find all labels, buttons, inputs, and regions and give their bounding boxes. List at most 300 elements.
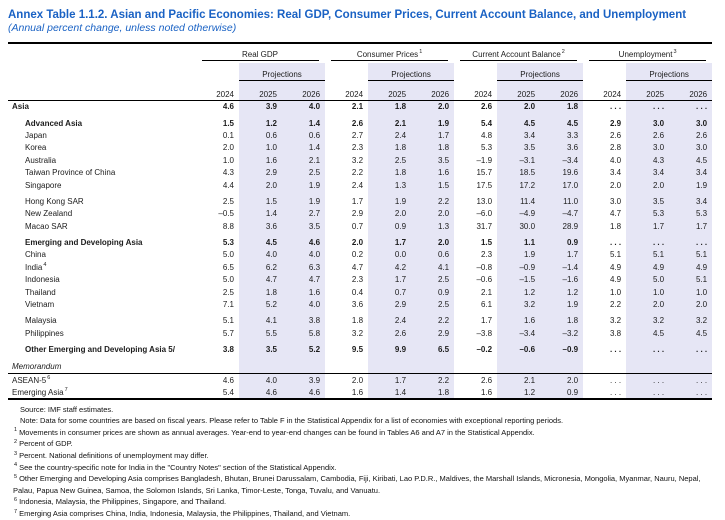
table-row [8, 129, 712, 141]
value-cell: . . . [609, 102, 622, 112]
value-cell: 4.7 [609, 209, 622, 219]
footnote-line: $^5$ Other Emerging and Developing Asia comprises Bangladesh, Bhutan, Brunei Darussalam, Cambodia, Fiji, Kiribati, Lao P.D.R., Maldives, the Marshall Islands, Micronesia, Mongolia, Myanmar, Nauru, Nepal, Palau, Papua New Guinea, Samoa, the Solomon Islands, Sri Lanka, Timor-Leste, Tonga, Tuvalu, and Vanuatu. [13, 473, 701, 495]
value-cell: 1.8 [368, 101, 411, 113]
value-cell: 3.5 [497, 142, 540, 154]
value-cell: 31.7 [476, 221, 493, 231]
row-label: Hong Kong SAR [25, 196, 84, 206]
row-label: New Zealand [25, 209, 73, 219]
value-cell: 4.3 [222, 168, 234, 178]
column-group-unemployment [583, 43, 712, 63]
value-cell: 4.1 [239, 315, 282, 327]
value-cell: 1.9 [282, 195, 325, 207]
value-cell: 4.4 [222, 180, 234, 190]
value-cell: 4.0 [239, 249, 282, 261]
table-row [8, 315, 712, 327]
table-row [8, 208, 712, 220]
year-header: 2024 [196, 81, 239, 101]
value-cell: 1.3 [411, 220, 454, 232]
value-cell: 4.9 [669, 261, 712, 273]
value-cell: 5.8 [282, 327, 325, 339]
empty-cell [583, 63, 626, 81]
value-cell: 5.1 [626, 249, 669, 261]
value-cell: –0.5 [218, 209, 234, 219]
value-cell: 2.4 [368, 129, 411, 141]
value-cell: 5.0 [222, 275, 234, 285]
value-cell: 2.6 [669, 129, 712, 141]
value-cell: 3.8 [222, 345, 234, 355]
value-cell: –0.9 [497, 261, 540, 273]
value-cell: 4.0 [282, 298, 325, 310]
year-header: 2026 [282, 81, 325, 101]
value-cell: 1.7 [368, 274, 411, 286]
year-header: 2025 [239, 81, 282, 101]
table-row [8, 344, 712, 356]
value-cell: 4.9 [626, 261, 669, 273]
table-row [8, 220, 712, 232]
value-cell: 6.5 [411, 344, 454, 356]
value-cell: 2.5 [222, 287, 234, 297]
value-cell: 2.6 [368, 327, 411, 339]
row-label: Indonesia [25, 275, 60, 285]
value-cell: 5.3 [480, 143, 493, 153]
value-cell: 4.9 [609, 262, 622, 272]
value-cell: 2.0 [351, 238, 364, 248]
value-cell: . . . [626, 236, 669, 248]
row-label: Taiwan Province of China [25, 168, 116, 178]
value-cell: 2.0 [222, 143, 234, 153]
projections-header: Projections [239, 63, 325, 81]
value-cell: –3.2 [540, 327, 583, 339]
value-cell: 2.2 [609, 300, 622, 310]
value-cell: 4.6 [222, 375, 234, 385]
value-cell: 1.2 [497, 386, 540, 398]
value-cell: 4.3 [626, 154, 669, 166]
projections-header: Projections [368, 63, 454, 81]
value-cell: 2.4 [351, 180, 364, 190]
value-cell: . . . [609, 238, 622, 248]
value-cell: 1.8 [411, 142, 454, 154]
group-footnote-marker: 3 [673, 49, 677, 56]
value-cell: 0.7 [368, 286, 411, 298]
value-cell: 6.1 [480, 300, 493, 310]
value-cell: 1.0 [222, 155, 234, 165]
value-cell: 1.8 [368, 142, 411, 154]
group-label: Current Account Balance [472, 50, 561, 59]
value-cell: 3.2 [609, 316, 622, 326]
value-cell: 9.5 [351, 345, 364, 355]
value-cell: 17.2 [497, 179, 540, 191]
group-header-row [8, 43, 712, 63]
projections-header: Projections [497, 63, 583, 81]
value-cell: 2.2 [411, 315, 454, 327]
value-cell: 2.1 [368, 117, 411, 129]
value-cell [282, 360, 325, 374]
year-header: 2025 [497, 81, 540, 101]
value-cell: 1.3 [368, 179, 411, 191]
value-cell: 2.5 [411, 298, 454, 310]
value-cell: . . . [609, 345, 622, 355]
value-cell: 3.2 [626, 315, 669, 327]
value-cell: . . . [669, 101, 712, 113]
value-cell: 2.0 [669, 298, 712, 310]
value-cell: 2.5 [368, 154, 411, 166]
value-cell: 2.3 [351, 275, 364, 285]
value-cell: –0.6 [497, 344, 540, 356]
value-cell: 5.2 [239, 298, 282, 310]
projections-header-row [8, 63, 712, 81]
value-cell: 3.4 [497, 129, 540, 141]
value-cell: 3.6 [351, 300, 364, 310]
group-footnote-marker: 1 [419, 49, 423, 56]
value-cell: 3.6 [239, 220, 282, 232]
value-cell: 1.7 [351, 196, 364, 206]
value-cell: 3.5 [239, 344, 282, 356]
value-cell: 2.0 [411, 236, 454, 248]
value-cell [239, 360, 282, 374]
row-label: Philippines [25, 328, 64, 338]
table-row [8, 236, 712, 248]
footnotes-block [8, 404, 719, 520]
footnote-line: $^7$ Emerging Asia comprises China, India, Indonesia, Malaysia, the Philippines, Thailand, and Vietnam. [14, 508, 351, 519]
value-cell: 3.8 [609, 328, 622, 338]
value-cell: 4.6 [222, 102, 234, 112]
value-cell: 0.7 [351, 221, 364, 231]
value-cell: 1.0 [626, 286, 669, 298]
value-cell: 1.8 [368, 166, 411, 178]
value-cell: 1.7 [480, 316, 493, 326]
footnote-line: $^1$ Movements in consumer prices are shown as annual averages. Year-end to year-end changes can be found in Tables A6 and A7 in the Statistical Appendix. [14, 427, 535, 437]
value-cell: . . . [669, 236, 712, 248]
value-cell: 3.0 [669, 117, 712, 129]
value-cell: 2.5 [222, 196, 234, 206]
value-cell: 2.4 [368, 315, 411, 327]
footnote-line: $^2$ Percent of GDP. [14, 438, 73, 449]
table-row [8, 179, 712, 191]
value-cell: . . . [626, 101, 669, 113]
value-cell: 2.0 [609, 180, 622, 190]
value-cell: 4.6 [282, 386, 325, 398]
value-cell: 6.3 [282, 261, 325, 273]
value-cell: 2.1 [282, 154, 325, 166]
value-cell: . . . [626, 386, 669, 398]
value-cell: 4.5 [540, 117, 583, 129]
value-cell: 6.2 [239, 261, 282, 273]
value-cell: 0.6 [239, 129, 282, 141]
value-cell: 2.6 [480, 102, 493, 112]
value-cell: 1.8 [609, 221, 622, 231]
value-cell [454, 360, 497, 374]
value-cell: –4.7 [540, 208, 583, 220]
table-row [8, 360, 712, 374]
table-row [8, 142, 712, 154]
value-cell: . . . [626, 374, 669, 386]
value-cell: 5.2 [282, 344, 325, 356]
value-cell: 4.5 [497, 117, 540, 129]
value-cell: 4.6 [239, 386, 282, 398]
row-label: Asia [12, 102, 29, 112]
value-cell: 1.4 [239, 208, 282, 220]
value-cell: 5.4 [480, 118, 493, 128]
value-cell: 9.9 [368, 344, 411, 356]
value-cell: 2.6 [626, 129, 669, 141]
value-cell: –0.9 [540, 344, 583, 356]
row-label: Other Emerging and Developing Asia 5/ [25, 345, 175, 355]
value-cell: 5.1 [609, 250, 622, 260]
value-cell: 4.1 [411, 261, 454, 273]
value-cell: –0.6 [476, 275, 493, 285]
value-cell: –0.8 [476, 262, 493, 272]
value-cell: 0.9 [540, 386, 583, 398]
years-header-row [8, 81, 712, 101]
value-cell: 2.2 [411, 195, 454, 207]
value-cell: 5.3 [626, 208, 669, 220]
year-header: 2024 [325, 81, 368, 101]
value-cell: 2.2 [411, 374, 454, 386]
value-cell: –6.0 [476, 209, 493, 219]
row-label: Vietnam [25, 300, 55, 310]
row-label: India$^4$ [25, 262, 47, 272]
value-cell: 2.0 [239, 179, 282, 191]
table-row [8, 117, 712, 129]
footnote-line: $^4$ See the country-specific note for India in the "Country Notes" section of the Statistical Appendix. [14, 462, 337, 472]
value-cell: 2.5 [282, 166, 325, 178]
value-cell: 4.6 [282, 236, 325, 248]
value-cell: 0.9 [411, 286, 454, 298]
value-cell: 0.9 [368, 220, 411, 232]
value-cell: –1.4 [540, 261, 583, 273]
value-cell: –3.4 [540, 154, 583, 166]
value-cell: 13.0 [476, 196, 493, 206]
row-label: Emerging and Developing Asia [25, 238, 143, 248]
value-cell: 2.9 [411, 327, 454, 339]
value-cell: 1.5 [411, 179, 454, 191]
table-body [8, 101, 712, 399]
value-cell: 2.6 [609, 130, 622, 140]
value-cell: 2.1 [351, 102, 364, 112]
value-cell: 4.0 [239, 374, 282, 386]
value-cell: 8.8 [222, 221, 234, 231]
value-cell: 7.1 [222, 300, 234, 310]
value-cell: 2.0 [626, 298, 669, 310]
value-cell: 1.0 [239, 142, 282, 154]
value-cell: 0.4 [351, 287, 364, 297]
value-cell [196, 360, 239, 374]
value-cell: 2.7 [351, 130, 364, 140]
value-cell: 3.2 [351, 328, 364, 338]
projections-header: Projections [626, 63, 712, 81]
source-note-line: Source: IMF staff estimates. [20, 404, 114, 414]
value-cell: 2.9 [239, 166, 282, 178]
value-cell: 1.7 [368, 374, 411, 386]
value-cell: 5.1 [669, 274, 712, 286]
footnote-line: $^6$ Indonesia, Malaysia, the Philippines, Singapore, and Thailand. [14, 496, 227, 507]
row-label: Macao SAR [25, 221, 68, 231]
value-cell: 4.5 [669, 327, 712, 339]
value-cell: –3.1 [497, 154, 540, 166]
value-cell: 5.3 [222, 238, 234, 248]
value-cell: . . . [669, 374, 712, 386]
value-cell: 4.7 [351, 262, 364, 272]
value-cell: 1.2 [497, 286, 540, 298]
value-cell: 2.0 [411, 101, 454, 113]
value-cell [497, 360, 540, 374]
value-cell: 2.1 [480, 287, 493, 297]
group-footnote-marker: 2 [561, 49, 565, 56]
value-cell: 15.7 [476, 168, 493, 178]
value-cell: 3.2 [351, 155, 364, 165]
value-cell: 3.6 [540, 142, 583, 154]
table-row [8, 274, 712, 286]
value-cell: 1.6 [454, 386, 497, 398]
value-cell: 1.8 [351, 316, 364, 326]
value-cell [540, 360, 583, 374]
empty-cell [325, 63, 368, 81]
value-cell: 1.7 [669, 220, 712, 232]
value-cell [411, 360, 454, 374]
value-cell: 1.8 [411, 386, 454, 398]
value-cell [669, 360, 712, 374]
value-cell: 1.7 [540, 249, 583, 261]
value-cell: 1.9 [497, 249, 540, 261]
table-row [8, 327, 712, 339]
value-cell: 1.9 [540, 298, 583, 310]
table-row [8, 374, 712, 386]
value-cell: . . . [669, 386, 712, 398]
value-cell: 3.4 [669, 195, 712, 207]
group-label: Real GDP [242, 50, 279, 59]
value-cell: 1.1 [497, 236, 540, 248]
value-cell: 4.5 [239, 236, 282, 248]
value-cell [626, 360, 669, 374]
value-cell: 4.5 [626, 327, 669, 339]
table-header [8, 43, 712, 101]
value-cell: 3.4 [626, 166, 669, 178]
value-cell [583, 360, 626, 374]
row-label: Memorandum [8, 360, 196, 374]
value-cell: 5.3 [669, 208, 712, 220]
value-cell: 0.6 [282, 129, 325, 141]
empty-cell [454, 63, 497, 81]
value-cell: 5.5 [239, 327, 282, 339]
value-cell: 28.9 [540, 220, 583, 232]
row-label: Malaysia [25, 316, 57, 326]
value-cell: 2.3 [480, 250, 493, 260]
column-group-real-gdp [196, 43, 325, 63]
value-cell: 1.7 [368, 236, 411, 248]
row-label: Australia [25, 155, 57, 165]
value-cell: 1.2 [239, 117, 282, 129]
value-cell: 17.5 [476, 180, 493, 190]
value-cell: 30.0 [497, 220, 540, 232]
value-cell: 5.1 [669, 249, 712, 261]
value-cell: 2.9 [368, 298, 411, 310]
value-cell: 1.6 [325, 386, 368, 398]
value-cell: 5.7 [222, 328, 234, 338]
table-row [8, 166, 712, 178]
value-cell: 19.6 [540, 166, 583, 178]
table-row [8, 298, 712, 310]
value-cell: 4.7 [239, 274, 282, 286]
value-cell: 1.2 [540, 286, 583, 298]
value-cell: 3.0 [669, 142, 712, 154]
value-cell: 1.6 [411, 166, 454, 178]
table-row [8, 249, 712, 261]
value-cell: 2.0 [497, 101, 540, 113]
value-cell: 1.8 [540, 315, 583, 327]
value-cell: 2.0 [626, 179, 669, 191]
value-cell: 17.0 [540, 179, 583, 191]
value-cell: 3.0 [626, 142, 669, 154]
value-cell: 5.4 [196, 386, 239, 398]
value-cell: . . . [609, 375, 622, 385]
row-label: Korea [25, 143, 47, 153]
value-cell: 0.2 [351, 250, 364, 260]
value-cell: 1.9 [669, 179, 712, 191]
value-cell: 4.7 [282, 274, 325, 286]
group-label: Consumer Prices [356, 50, 419, 59]
value-cell: 3.5 [411, 154, 454, 166]
value-cell: 3.8 [282, 315, 325, 327]
value-cell: 2.2 [351, 168, 364, 178]
value-cell: 0.9 [540, 236, 583, 248]
value-cell: 1.8 [239, 286, 282, 298]
value-cell: . . . [669, 344, 712, 356]
table-row [8, 261, 712, 273]
value-cell: 1.6 [239, 154, 282, 166]
table-subtitle: (Annual percent change, unless noted otherwise) [8, 22, 237, 34]
value-cell: 3.3 [540, 129, 583, 141]
value-cell: 5.0 [222, 250, 234, 260]
value-cell: 1.9 [368, 195, 411, 207]
year-header: 2024 [454, 81, 497, 101]
value-cell: 1.4 [282, 142, 325, 154]
value-cell: 2.0 [540, 374, 583, 386]
value-cell: . . . [626, 344, 669, 356]
value-cell: 0.6 [411, 249, 454, 261]
value-cell: 1.5 [222, 118, 234, 128]
value-cell: 3.4 [609, 168, 622, 178]
value-cell: 3.5 [626, 195, 669, 207]
value-cell: 2.1 [497, 374, 540, 386]
value-cell: –0.2 [476, 345, 493, 355]
value-cell: 3.0 [626, 117, 669, 129]
year-header: 2025 [626, 81, 669, 101]
value-cell: 4.0 [282, 249, 325, 261]
value-cell: 4.2 [368, 261, 411, 273]
value-cell: 11.4 [497, 195, 540, 207]
value-cell: 2.9 [609, 118, 622, 128]
value-cell: 1.5 [239, 195, 282, 207]
value-cell: 1.6 [282, 286, 325, 298]
year-header: 2026 [540, 81, 583, 101]
table-row [8, 154, 712, 166]
value-cell: 3.2 [669, 315, 712, 327]
value-cell: 3.5 [282, 220, 325, 232]
value-cell: 4.0 [609, 155, 622, 165]
value-cell: 1.9 [282, 179, 325, 191]
empty-cell [8, 81, 196, 101]
value-cell: –4.9 [497, 208, 540, 220]
table-row [8, 101, 712, 113]
table-row [8, 386, 712, 398]
value-cell: 3.4 [669, 166, 712, 178]
group-label: Unemployment [618, 50, 673, 59]
value-cell: 0.0 [368, 249, 411, 261]
value-cell: 4.5 [669, 154, 712, 166]
value-cell: 18.5 [497, 166, 540, 178]
value-cell: 1.5 [480, 238, 493, 248]
value-cell: 2.8 [609, 143, 622, 153]
